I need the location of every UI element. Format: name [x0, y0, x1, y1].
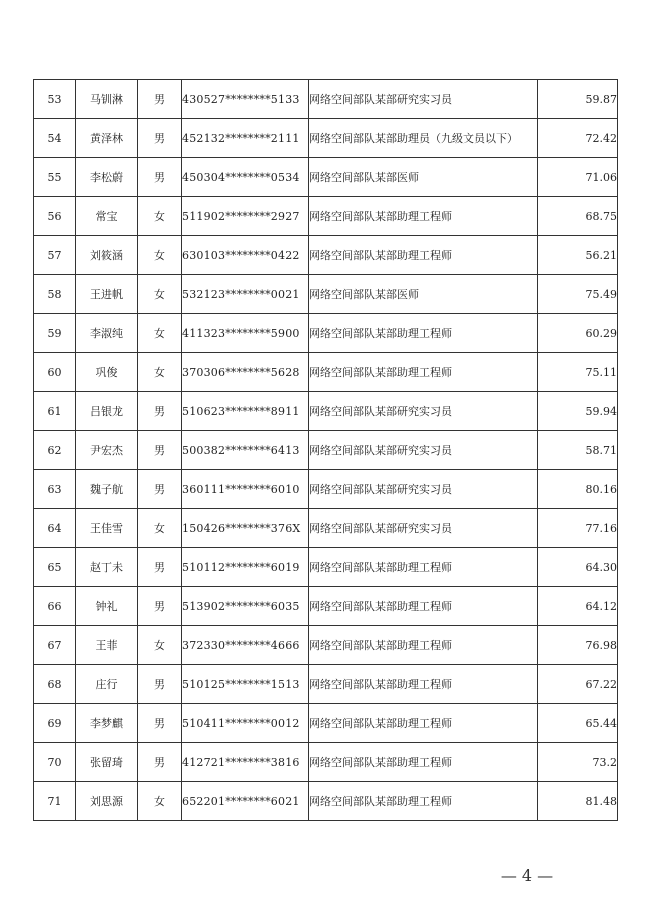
row-index: 69	[34, 704, 76, 743]
row-position: 网络空间部队某部研究实习员	[309, 431, 538, 470]
row-name: 李梦麒	[76, 704, 138, 743]
table-row	[34, 80, 618, 119]
row-position: 网络空间部队某部医师	[309, 158, 538, 197]
row-index: 64	[34, 509, 76, 548]
row-position: 网络空间部队某部研究实习员	[309, 392, 538, 431]
row-gender: 女	[138, 236, 182, 275]
row-id-number: 630103********0422	[182, 236, 309, 275]
row-name: 尹宏杰	[76, 431, 138, 470]
row-index: 68	[34, 665, 76, 704]
row-gender: 女	[138, 782, 182, 821]
row-position: 网络空间部队某部助理工程师	[309, 314, 538, 353]
row-id-number: 450304********0534	[182, 158, 309, 197]
results-table	[33, 79, 618, 821]
row-position: 网络空间部队某部助理工程师	[309, 743, 538, 782]
row-index: 54	[34, 119, 76, 158]
row-name: 李淑纯	[76, 314, 138, 353]
row-index: 55	[34, 158, 76, 197]
row-gender: 男	[138, 743, 182, 782]
table-row	[34, 509, 618, 548]
row-id-number: 372330********4666	[182, 626, 309, 665]
row-name: 赵丁未	[76, 548, 138, 587]
row-name: 王佳雪	[76, 509, 138, 548]
row-position: 网络空间部队某部助理工程师	[309, 587, 538, 626]
row-name: 王进帆	[76, 275, 138, 314]
row-position: 网络空间部队某部助理工程师	[309, 665, 538, 704]
row-index: 57	[34, 236, 76, 275]
row-id-number: 150426********376X	[182, 509, 309, 548]
row-index: 71	[34, 782, 76, 821]
row-id-number: 370306********5628	[182, 353, 309, 392]
table-row	[34, 236, 618, 275]
row-name: 李松蔚	[76, 158, 138, 197]
row-score: 72.42	[538, 119, 618, 158]
row-score: 64.12	[538, 587, 618, 626]
row-gender: 女	[138, 509, 182, 548]
row-score: 80.16	[538, 470, 618, 509]
row-name: 钟礼	[76, 587, 138, 626]
row-position: 网络空间部队某部助理工程师	[309, 197, 538, 236]
row-name: 刘思源	[76, 782, 138, 821]
row-index: 67	[34, 626, 76, 665]
table-row	[34, 275, 618, 314]
row-name: 黄泽林	[76, 119, 138, 158]
row-id-number: 510125********1513	[182, 665, 309, 704]
row-gender: 男	[138, 665, 182, 704]
row-score: 68.75	[538, 197, 618, 236]
row-gender: 男	[138, 431, 182, 470]
row-score: 67.22	[538, 665, 618, 704]
row-gender: 女	[138, 275, 182, 314]
table-row	[34, 548, 618, 587]
row-name: 王菲	[76, 626, 138, 665]
row-name: 庄行	[76, 665, 138, 704]
row-index: 65	[34, 548, 76, 587]
row-position: 网络空间部队某部助理员（九级文员以下）	[309, 119, 538, 158]
row-gender: 男	[138, 392, 182, 431]
row-position: 网络空间部队某部助理工程师	[309, 626, 538, 665]
row-gender: 男	[138, 80, 182, 119]
row-id-number: 510411********0012	[182, 704, 309, 743]
row-gender: 男	[138, 158, 182, 197]
row-name: 常宝	[76, 197, 138, 236]
row-position: 网络空间部队某部助理工程师	[309, 353, 538, 392]
row-gender: 女	[138, 314, 182, 353]
table-row	[34, 626, 618, 665]
row-score: 75.49	[538, 275, 618, 314]
row-id-number: 511902********2927	[182, 197, 309, 236]
row-gender: 男	[138, 470, 182, 509]
row-id-number: 513902********6035	[182, 587, 309, 626]
row-score: 75.11	[538, 353, 618, 392]
row-position: 网络空间部队某部研究实习员	[309, 509, 538, 548]
row-position: 网络空间部队某部助理工程师	[309, 782, 538, 821]
table-row	[34, 158, 618, 197]
table-row	[34, 782, 618, 821]
row-gender: 男	[138, 548, 182, 587]
row-name: 魏子航	[76, 470, 138, 509]
row-id-number: 532123********0021	[182, 275, 309, 314]
row-index: 63	[34, 470, 76, 509]
row-score: 64.30	[538, 548, 618, 587]
row-score: 58.71	[538, 431, 618, 470]
row-id-number: 510112********6019	[182, 548, 309, 587]
table-body	[34, 80, 618, 821]
row-score: 59.87	[538, 80, 618, 119]
row-gender: 女	[138, 626, 182, 665]
row-position: 网络空间部队某部助理工程师	[309, 704, 538, 743]
table-row	[34, 119, 618, 158]
row-score: 65.44	[538, 704, 618, 743]
row-id-number: 652201********6021	[182, 782, 309, 821]
row-id-number: 412721********3816	[182, 743, 309, 782]
row-gender: 男	[138, 119, 182, 158]
row-gender: 女	[138, 197, 182, 236]
row-id-number: 500382********6413	[182, 431, 309, 470]
row-score: 76.98	[538, 626, 618, 665]
row-score: 56.21	[538, 236, 618, 275]
row-gender: 男	[138, 704, 182, 743]
table-row	[34, 587, 618, 626]
row-position: 网络空间部队某部医师	[309, 275, 538, 314]
row-id-number: 452132********2111	[182, 119, 309, 158]
row-score: 59.94	[538, 392, 618, 431]
row-index: 59	[34, 314, 76, 353]
row-score: 73.2	[538, 743, 618, 782]
row-index: 62	[34, 431, 76, 470]
table-row	[34, 197, 618, 236]
table-row	[34, 392, 618, 431]
row-id-number: 430527********5133	[182, 80, 309, 119]
row-index: 66	[34, 587, 76, 626]
row-index: 70	[34, 743, 76, 782]
row-name: 巩俊	[76, 353, 138, 392]
row-index: 53	[34, 80, 76, 119]
row-index: 56	[34, 197, 76, 236]
table-row	[34, 314, 618, 353]
row-score: 77.16	[538, 509, 618, 548]
row-name: 吕银龙	[76, 392, 138, 431]
table-row	[34, 353, 618, 392]
row-position: 网络空间部队某部助理工程师	[309, 548, 538, 587]
row-score: 60.29	[538, 314, 618, 353]
row-score: 81.48	[538, 782, 618, 821]
row-id-number: 360111********6010	[182, 470, 309, 509]
page-number: — 4 —	[500, 866, 554, 885]
row-name: 张留琦	[76, 743, 138, 782]
table-row	[34, 431, 618, 470]
row-score: 71.06	[538, 158, 618, 197]
table-row	[34, 470, 618, 509]
row-name: 马钏淋	[76, 80, 138, 119]
row-name: 刘筱涵	[76, 236, 138, 275]
row-gender: 男	[138, 587, 182, 626]
row-id-number: 411323********5900	[182, 314, 309, 353]
row-id-number: 510623********8911	[182, 392, 309, 431]
row-index: 61	[34, 392, 76, 431]
table-row	[34, 743, 618, 782]
row-index: 60	[34, 353, 76, 392]
row-position: 网络空间部队某部助理工程师	[309, 236, 538, 275]
table-row	[34, 704, 618, 743]
row-index: 58	[34, 275, 76, 314]
row-gender: 女	[138, 353, 182, 392]
row-position: 网络空间部队某部研究实习员	[309, 470, 538, 509]
table-row	[34, 665, 618, 704]
row-position: 网络空间部队某部研究实习员	[309, 80, 538, 119]
